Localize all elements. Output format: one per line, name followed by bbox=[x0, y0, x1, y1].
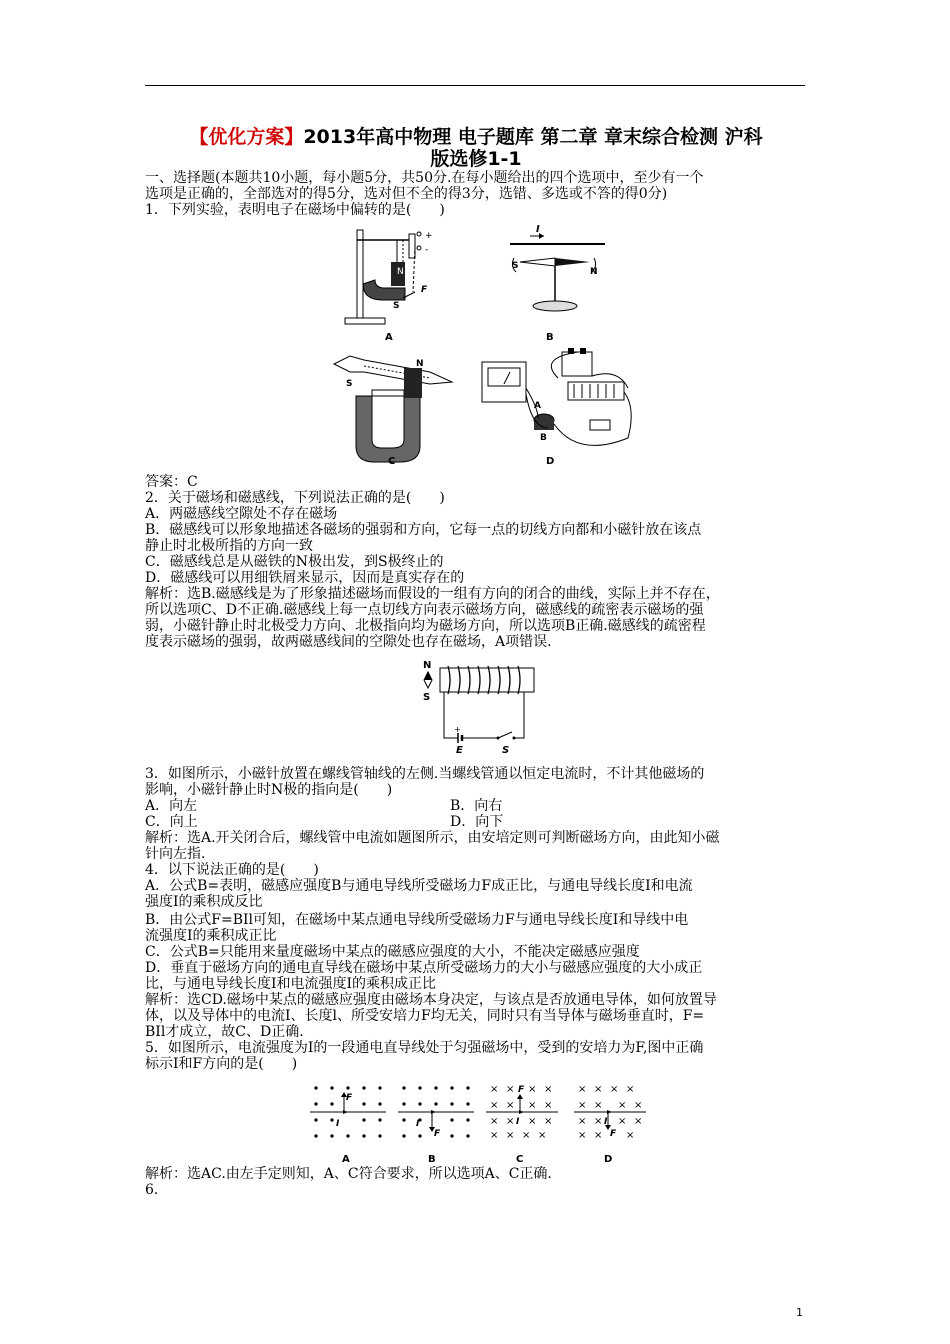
svg-text:×: × bbox=[522, 1130, 531, 1141]
figa-label-n: N bbox=[397, 267, 404, 277]
q6-number: 6. bbox=[145, 1182, 159, 1198]
intro-line-1: 一、选择题(本题共10小题，每小题5分，共50分.在每小题给出的四个选项中，至少有一个 bbox=[145, 170, 704, 186]
intro-line-2: 选项是正确的，全部选对的得5分，选对但不全的得3分，选错、多选或不答的得0分) bbox=[145, 186, 668, 202]
figa-label-s: S bbox=[393, 301, 400, 311]
svg-text:×: × bbox=[594, 1130, 603, 1141]
svg-text:×: × bbox=[626, 1130, 635, 1141]
svg-text:×: × bbox=[506, 1084, 515, 1095]
q4-line-1: 4．以下说法正确的是( ) bbox=[145, 862, 319, 878]
q5-label-d: D bbox=[604, 1154, 613, 1165]
q1-answer: 答案：C bbox=[145, 474, 198, 490]
q3-option-d: D．向下 bbox=[450, 814, 504, 830]
q5-label-c: C bbox=[516, 1154, 524, 1165]
q5b-label-i: I bbox=[416, 1119, 420, 1129]
q3-analysis-1: 解析：选A.开关闭合后，螺线管中电流如题图所示，由安培定则可判断磁场方向，由此知小磁 bbox=[145, 830, 720, 846]
svg-text:×: × bbox=[634, 1116, 643, 1127]
q4-line-10: 体，以及导体中的电流I、长度l、所受安培力F均无关，同时只有当导体与磁场垂直时，F= bbox=[145, 1008, 705, 1024]
q5-figures bbox=[308, 1078, 648, 1168]
q3-label-e: E bbox=[456, 745, 463, 756]
q5-line-2: 标示I和F方向的是( ) bbox=[145, 1056, 298, 1072]
svg-text:×: × bbox=[506, 1130, 515, 1141]
title-text: 2013年高中物理 电子题库 第二章 章末综合检测 沪科 bbox=[303, 126, 763, 148]
header-rule bbox=[145, 85, 805, 86]
q2-line-4: 静止时北极所指的方向一致 bbox=[145, 538, 313, 554]
q3-option-a: A．向左 bbox=[145, 798, 198, 814]
svg-text:×: × bbox=[506, 1100, 515, 1111]
title-bracket: 【优化方案】 bbox=[189, 126, 304, 148]
q5d-label-i: I bbox=[604, 1117, 608, 1127]
q2-line-9: 弱，小磁针静止时北极受力方向、北极指向均为磁场方向，所以选项B正确.磁感线的疏密程 bbox=[145, 618, 706, 634]
svg-text:×: × bbox=[544, 1100, 553, 1111]
figd-label-a: A bbox=[534, 401, 541, 411]
page-number: 1 bbox=[796, 1306, 803, 1319]
q3-label-switch: S bbox=[502, 745, 510, 756]
q1-figure-d bbox=[478, 348, 638, 468]
svg-text:×: × bbox=[594, 1084, 603, 1095]
q1-label-d: D bbox=[546, 456, 555, 467]
q3-figure bbox=[418, 656, 548, 756]
svg-text:×: × bbox=[594, 1100, 603, 1111]
svg-text:×: × bbox=[594, 1116, 603, 1127]
figb-label-i: I bbox=[536, 224, 540, 235]
svg-text:×: × bbox=[578, 1100, 587, 1111]
q5-label-a: A bbox=[342, 1154, 350, 1165]
svg-text:×: × bbox=[538, 1130, 547, 1141]
svg-text:×: × bbox=[618, 1116, 627, 1127]
page-title bbox=[140, 126, 812, 170]
svg-text:×: × bbox=[634, 1100, 643, 1111]
q2-line-7: 解析：选B.磁感线是为了形象描述磁场而假设的一组有方向的闭合的曲线，实际上并不存在， bbox=[145, 586, 720, 602]
q2-line-8: 所以选项C、D不正确.磁感线上每一点切线方向表示磁场方向，磁感线的疏密表示磁场的强 bbox=[145, 602, 704, 618]
svg-text:×: × bbox=[490, 1116, 499, 1127]
q4-line-2: A．公式B=表明，磁感应强度B与通电导线所受磁场力F成正比，与通电导线长度I和电流 bbox=[145, 878, 693, 894]
q5d-label-f: F bbox=[610, 1129, 617, 1139]
q4-line-11: BIl才成立，故C、D正确. bbox=[145, 1024, 304, 1040]
q4-line-3: 强度I的乘积成反比 bbox=[145, 894, 263, 910]
q3-label-n: N bbox=[423, 660, 432, 671]
q3-analysis-2: 针向左指. bbox=[145, 846, 206, 862]
q5a-label-i: I bbox=[336, 1119, 340, 1129]
q1-label-c: C bbox=[388, 456, 396, 467]
svg-text:×: × bbox=[626, 1084, 635, 1095]
title-line2: 版选修1-1 bbox=[430, 148, 522, 170]
q5c-label-f: F bbox=[518, 1085, 525, 1095]
figc-label-n: N bbox=[416, 359, 424, 369]
figa-label-minus: - bbox=[425, 245, 429, 255]
svg-text:×: × bbox=[490, 1130, 499, 1141]
q4-line-7: D．垂直于磁场方向的通电直导线在磁场中某点所受磁场力的大小与磁感应强度的大小成正 bbox=[145, 960, 703, 976]
q1-label-a: A bbox=[385, 332, 393, 343]
figa-label-f: F bbox=[421, 285, 428, 295]
svg-text:×: × bbox=[578, 1084, 587, 1095]
svg-text:×: × bbox=[578, 1130, 587, 1141]
q1-figure-c bbox=[330, 350, 460, 468]
q3-label-plus: + bbox=[454, 725, 461, 734]
q3-label-s: S bbox=[423, 692, 431, 703]
q3-line-2: 影响，小磁针静止时N极的指向是( ) bbox=[145, 782, 393, 798]
svg-text:×: × bbox=[578, 1116, 587, 1127]
figc-label-s: S bbox=[346, 379, 353, 389]
q2-line-3: B．磁感线可以形象地描述各磁场的强弱和方向，它每一点的切线方向都和小磁针放在该点 bbox=[145, 522, 702, 538]
q3-option-b: B．向右 bbox=[450, 798, 503, 814]
svg-text:×: × bbox=[544, 1084, 553, 1095]
q1-figure-b bbox=[500, 222, 610, 344]
q1-figure-a bbox=[335, 222, 445, 344]
q5-analysis: 解析：选AC.由左手定则知，A、C符合要求，所以选项A、C正确. bbox=[145, 1166, 552, 1182]
svg-text:×: × bbox=[610, 1084, 619, 1095]
svg-text:×: × bbox=[544, 1116, 553, 1127]
q5a-label-f: F bbox=[346, 1093, 353, 1103]
q2-line-6: D．磁感线可以用细铁屑来显示，因而是真实存在的 bbox=[145, 570, 465, 586]
q2-line-5: C．磁感线总是从磁铁的N极出发，到S极终止的 bbox=[145, 554, 444, 570]
figa-label-plus: + bbox=[425, 231, 433, 241]
q2-line-2: A．两磁感线空隙处不存在磁场 bbox=[145, 506, 338, 522]
svg-text:×: × bbox=[490, 1100, 499, 1111]
svg-text:×: × bbox=[528, 1100, 537, 1111]
q5c-label-i: I bbox=[516, 1117, 520, 1127]
q4-line-8: 比，与通电导线长度I和电流强度I的乘积成正比 bbox=[145, 976, 437, 992]
q2-line-1: 2．关于磁场和磁感线，下列说法正确的是( ) bbox=[145, 490, 445, 506]
q4-line-4: B．由公式F=BIl可知，在磁场中某点通电导线所受磁场力F与通电导线长度I和导线中电 bbox=[145, 912, 689, 928]
svg-text:×: × bbox=[618, 1100, 627, 1111]
figb-label-n: N bbox=[590, 267, 598, 277]
figd-label-b: B bbox=[540, 433, 547, 443]
svg-text:×: × bbox=[490, 1084, 499, 1095]
figb-label-s: S bbox=[512, 261, 519, 271]
q5-label-b: B bbox=[428, 1154, 436, 1165]
q4-line-5: 流强度I的乘积成正比 bbox=[145, 928, 277, 944]
q5-line-1: 5．如图所示，电流强度为I的一段通电直导线处于匀强磁场中，受到的安培力为F,图中正确 bbox=[145, 1040, 704, 1056]
q4-line-9: 解析：选CD.磁场中某点的磁感应强度由磁场本身决定，与该点是否放通电导体，如何放置导 bbox=[145, 992, 717, 1008]
svg-text:×: × bbox=[506, 1116, 515, 1127]
q3-option-c: C．向上 bbox=[145, 814, 198, 830]
q3-line-1: 3．如图所示，小磁针放置在螺线管轴线的左侧.当螺线管通以恒定电流时，不计其他磁场的 bbox=[145, 766, 705, 782]
q1-label-b: B bbox=[546, 332, 554, 343]
q4-line-6: C．公式B=只能用来量度磁场中某点的磁感应强度的大小，不能决定磁感应强度 bbox=[145, 944, 640, 960]
svg-text:×: × bbox=[528, 1084, 537, 1095]
q2-line-10: 度表示磁场的强弱，故两磁感线间的空隙处也存在磁场，A项错误. bbox=[145, 634, 552, 650]
svg-text:×: × bbox=[528, 1116, 537, 1127]
q1-stem: 1．下列实验，表明电子在磁场中偏转的是( ) bbox=[145, 202, 445, 218]
q5b-label-f: F bbox=[434, 1129, 441, 1139]
